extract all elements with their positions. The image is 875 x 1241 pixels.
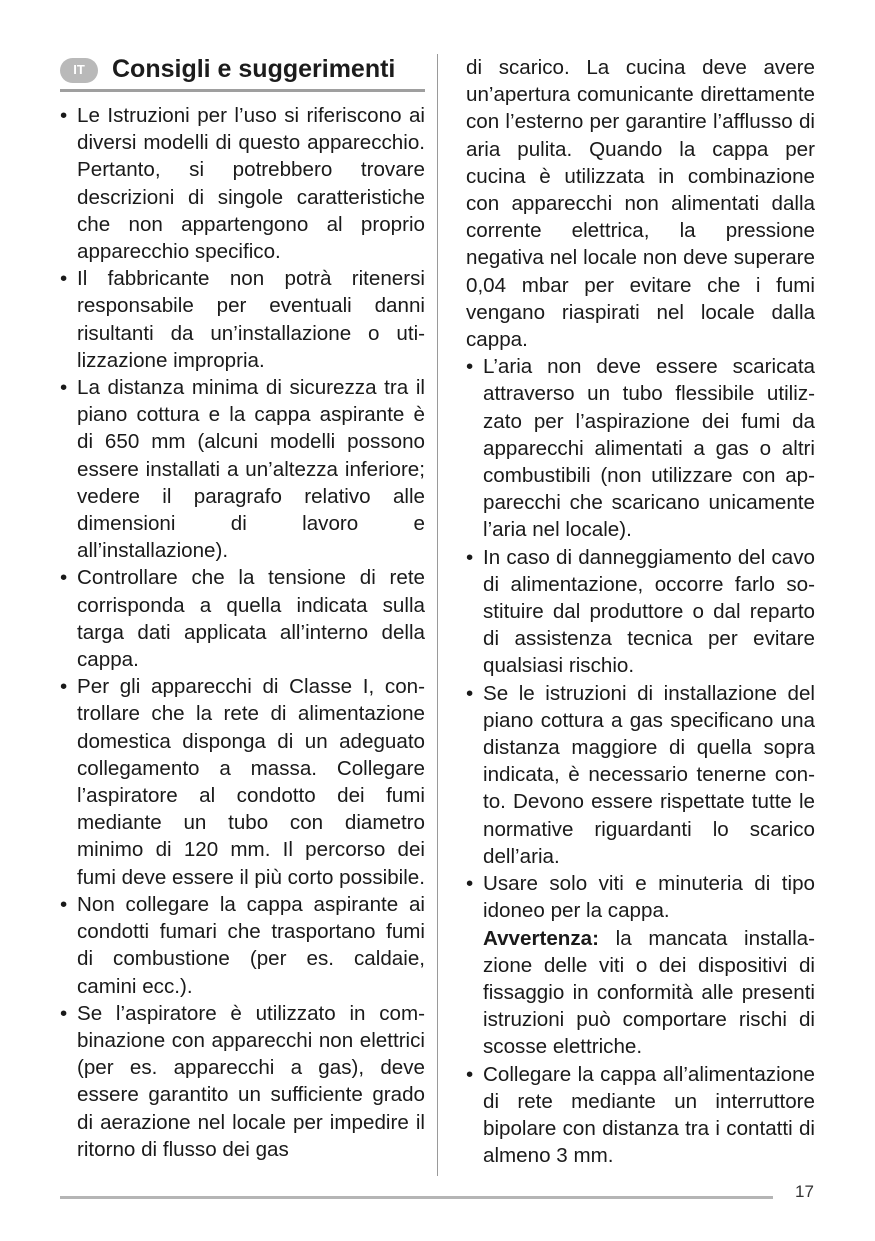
- section-title: Consigli e suggerimenti: [112, 55, 396, 84]
- left-bullet-list: [60, 102, 425, 1163]
- list-item: [466, 870, 815, 1060]
- list-item: • Per gli apparecchi di Classe I, controllare che la rete di alimentazione domestica disponga di un adeguato collegamento a massa. Collegare l’aspiratore al condotto dei fumi mediante un tubo con diametro minimo di 120 mm. Il percorso dei fumi deve essere il più corto possibile.: [60, 673, 425, 891]
- list-item: • Controllare che la tensione di rete corrisponda a quella indicata sulla targa dati applicata all’interno della cappa.: [60, 564, 425, 673]
- warning-note: [483, 925, 815, 1061]
- list-item: • Il fabbricante non potrà ritenersi responsabile per eventuali danni risultanti da un’installazione o utilizzazione impropria.: [60, 265, 425, 374]
- title-underline: [60, 89, 425, 92]
- list-item-text: Usare solo viti e minuteria di tipo idoneo per la cappa.: [483, 872, 815, 923]
- list-item: • Collegare la cappa all’alimentazione di rete mediante un interruttore bipolare con distanza tra i contatti di almeno 3 mm.: [466, 1061, 815, 1170]
- list-item: • Se le istruzioni di installazione del piano cottura a gas specificano una distanza maggiore di quella sopra indicata, è necessario tenerne conto. Devono essere rispettate tutte le normative riguardanti lo scarico dell’aria.: [466, 680, 815, 870]
- list-item: • Le Istruzioni per l’uso si riferiscono ai diversi modelli di questo apparecchio. Pertanto, si potrebbero trovare descrizioni di singole caratteristiche che non appartengono al proprio apparecchio specifico.: [60, 102, 425, 265]
- left-column: [60, 54, 425, 1163]
- list-item: • In caso di danneggiamento del cavo di alimentazione, occorre farlo sostituire dal produttore o dal reparto di assistenza tecnica per evitare qualsiasi rischio.: [466, 544, 815, 680]
- column-divider: [437, 54, 438, 1176]
- list-item: • Non collegare la cappa aspirante ai condotti fumari che trasportano fumi di combustione (per es. caldaie, camini ecc.).: [60, 891, 425, 1000]
- list-item: • L’aria non deve essere scaricata attraverso un tubo flessibile utilizzato per l’aspirazione dei fumi da apparecchi alimentati a gas o altri combustibili (non utilizzare con apparecchi che scaricano unicamente l’aria nel locale).: [466, 353, 815, 543]
- list-item: • Se l’aspiratore è utilizzato in combinazione con apparecchi non elettrici (per es. apparecchi a gas), deve essere garantito un sufficiente grado di aerazione nel locale per impedire il ritorno di flusso dei gas: [60, 1000, 425, 1163]
- language-badge: IT: [60, 58, 98, 83]
- list-item-continuation: di scarico. La cucina deve avere un’apertura comunicante direttamente con l’esterno per garantire l’afflusso di aria pulita. Quando la cappa per cucina è utilizzata in combinazione con apparecchi non alimentati dalla corrente elettrica, la pressione negativa nel locale non deve superare 0,04 mbar per evitare che i fumi vengano riaspirati nel locale dalla cappa.: [466, 56, 815, 352]
- section-header: [60, 54, 425, 86]
- warning-label: Avvertenza:: [483, 926, 599, 950]
- footer-rule: [60, 1196, 773, 1199]
- right-bullet-list: [466, 54, 815, 1169]
- warning-text: la mancata installazione delle viti o dei dispositivi di fissaggio in conformità alle presenti istruzioni può comportare rischi di scosse elettriche.: [483, 926, 815, 1059]
- list-item: • La distanza minima di sicurezza tra il piano cottura e la cappa aspirante è di 650 mm (alcuni modelli possono essere installati a un’altezza inferiore; vedere il paragrafo relativo alle dimensioni di lavoro e all’installazione).: [60, 374, 425, 564]
- right-column: [466, 54, 815, 1169]
- page-number: 17: [795, 1182, 814, 1201]
